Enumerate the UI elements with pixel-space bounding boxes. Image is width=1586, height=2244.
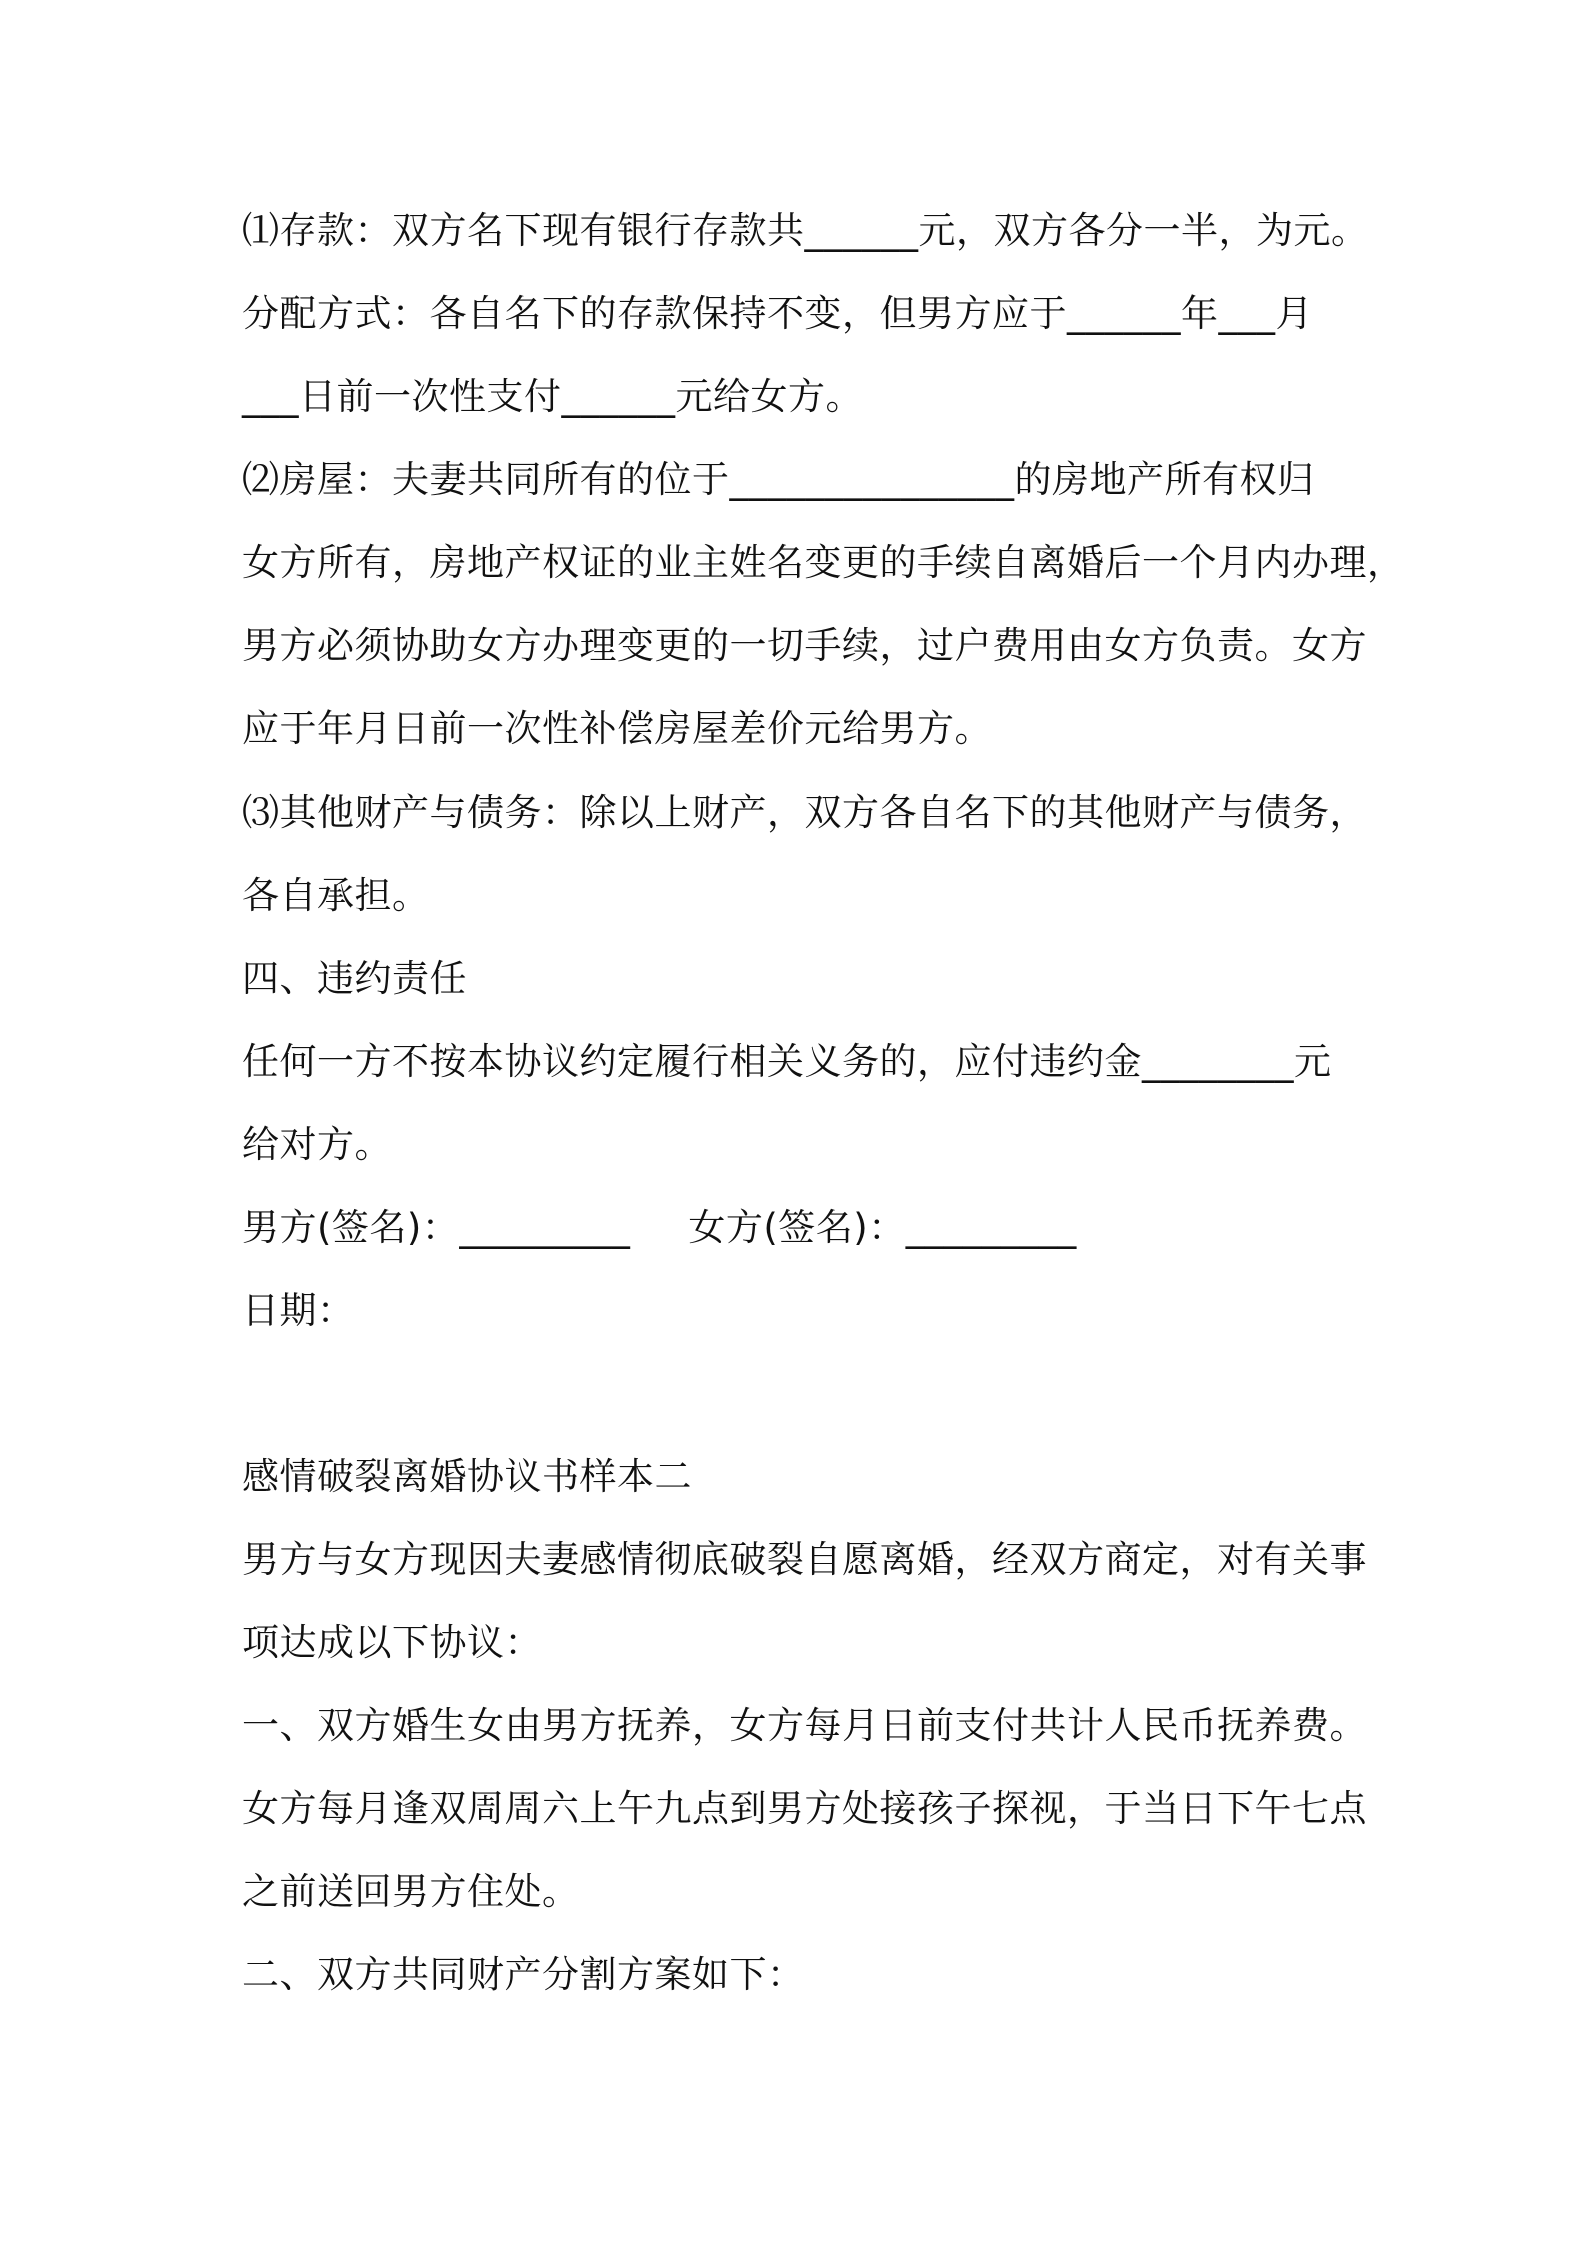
female-signature-field: 女方(签名)：_________ [688,1206,1077,1249]
sample-title: 感情破裂离婚协议书样本二 [242,1455,692,1498]
paragraph-line: 一、双方婚生女由男方抚养，女方每月日前支付共计人民币抚养费。 [242,1704,1367,1747]
section-heading: 四、违约责任 [242,957,467,1000]
paragraph-line: ⑴存款：双方名下现有银行存款共______元，双方各分一半，为元。 [242,209,1369,252]
paragraph-line: ___日前一次性支付______元给女方。 [242,375,863,418]
paragraph-line: 项达成以下协议： [242,1621,542,1664]
signature-line [242,1204,1362,1252]
paragraph-line: ⑶其他财产与债务：除以上财产，双方各自名下的其他财产与债务， [242,791,1367,834]
paragraph-line: 男方与女方现因夫妻感情彻底破裂自愿离婚，经双方商定，对有关事 [242,1538,1367,1581]
paragraph-line: 给对方。 [242,1123,392,1166]
paragraph-line: 之前送回男方住处。 [242,1870,580,1913]
paragraph-line: 男方必须协助女方办理变更的一切手续，过户费用由女方负责。女方 [242,624,1367,667]
paragraph-line: 分配方式：各自名下的存款保持不变，但男方应于______年___月 [242,292,1313,335]
date-label: 日期： [242,1289,355,1332]
paragraph-line: ⑵房屋：夫妻共同所有的位于_______________的房地产所有权归 [242,458,1315,501]
paragraph-line: 应于年月日前一次性补偿房屋差价元给男方。 [242,707,992,750]
male-signature-field: 男方(签名)：_________ [242,1206,631,1249]
paragraph-line: 女方每月逢双周周六上午九点到男方处接孩子探视，于当日下午七点 [242,1787,1367,1830]
paragraph-line: 任何一方不按本协议约定履行相关义务的，应付违约金________元 [242,1040,1332,1083]
paragraph-line: 各自承担。 [242,874,430,917]
paragraph-line: 女方所有，房地产权证的业主姓名变更的手续自离婚后一个月内办理， [242,541,1405,584]
section-heading: 二、双方共同财产分割方案如下： [242,1953,805,1996]
